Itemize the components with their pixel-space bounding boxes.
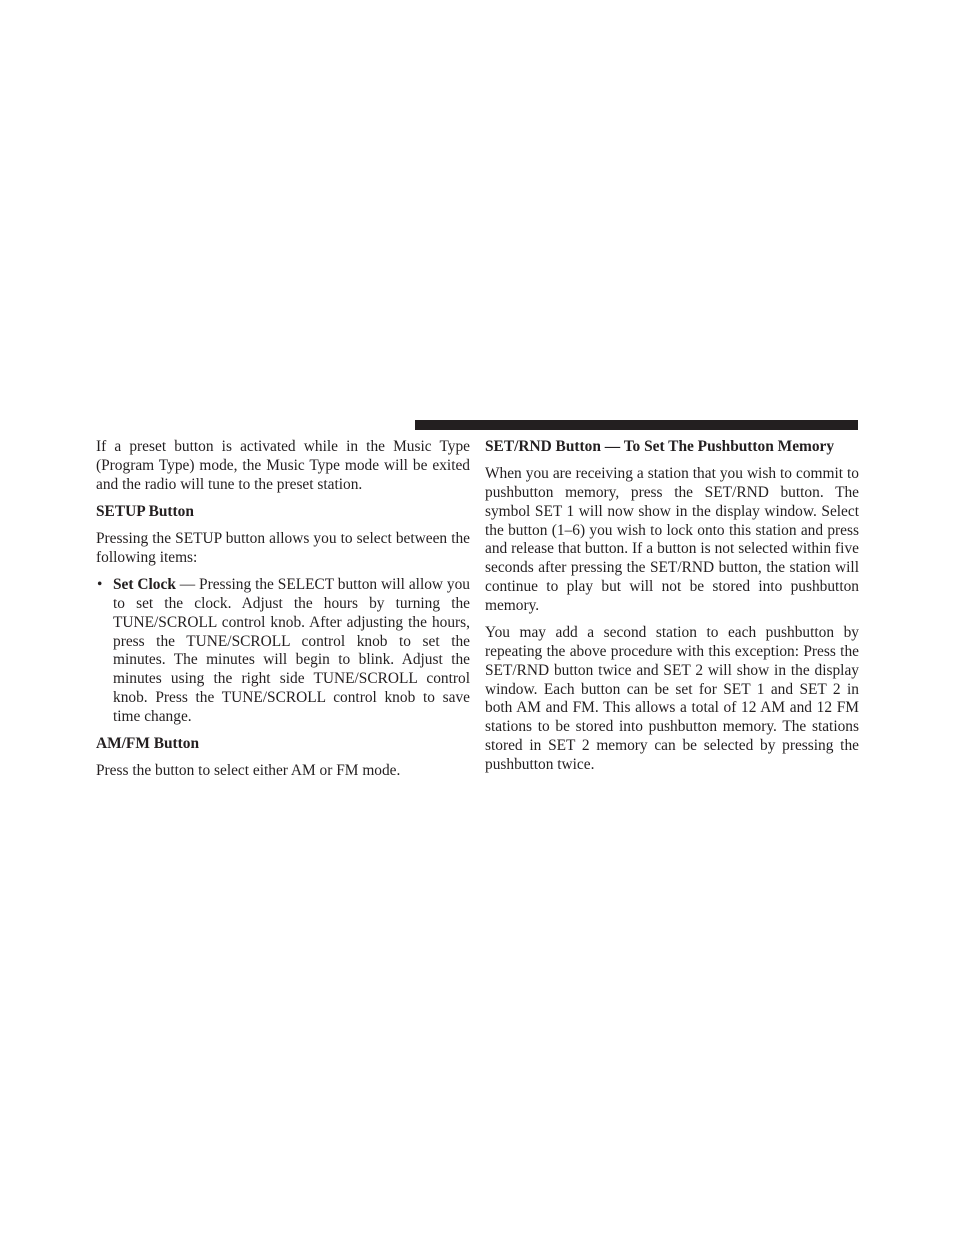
amfm-paragraph: Press the button to select either AM or FM mode. bbox=[96, 762, 401, 780]
set-rnd-heading: SET/RND Button — To Set The Pushbutton Memory bbox=[485, 438, 835, 455]
right-column bbox=[485, 438, 859, 783]
list-item bbox=[96, 576, 470, 726]
setup-heading: SETUP Button bbox=[96, 502, 194, 520]
amfm-heading: AM/FM Button bbox=[96, 735, 200, 753]
bullet-icon: • bbox=[97, 576, 103, 594]
setup-paragraph: Pressing the SETUP button allows you to select between the following items: bbox=[96, 530, 470, 566]
header-bar bbox=[415, 420, 858, 430]
left-column bbox=[96, 438, 470, 790]
list-item-term: Set Clock bbox=[113, 576, 176, 594]
setup-items-list bbox=[96, 576, 470, 726]
intro-paragraph: If a preset button is activated while in the Music Type (Program Type) mode, the Music Type mode will be exited and the radio will tune to the preset station. bbox=[96, 438, 470, 493]
list-item-text: — Pressing the SELECT button will allow you to set the clock. Adjust the hours by turning the TUNE/SCROLL control knob. After adjusting the hours, press the TUNE/SCROLL control knob to set the minutes. The minutes will begin to blink. Adjust the minutes using the right side TUNE/SCROLL control knob. Press the TUNE/SCROLL control knob to save time change. bbox=[113, 576, 470, 725]
set-rnd-paragraph-2: You may add a second station to each pushbutton by repeating the above procedure with this exception: Press the SET/RND button twice and SET 2 will show in the display window. Each button can be set for SET 1 and SET 2 in both AM and FM. This allows a total of 12 AM and 12 FM stations to be stored into pushbutton memory. The stations stored in SET 2 memory can be selected by pressing the pushbutton twice. bbox=[485, 624, 859, 773]
set-rnd-paragraph-1: When you are receiving a station that you wish to commit to pushbutton memory, press the SET/RND button. The symbol SET 1 will now show in the display window. Select the button (1–6) you wish to lock onto this station and press and release that button. If a button is not selected within five seconds after pressing the SET/RND button, the station will continue to play but will not be stored into pushbutton memory. bbox=[485, 465, 859, 614]
